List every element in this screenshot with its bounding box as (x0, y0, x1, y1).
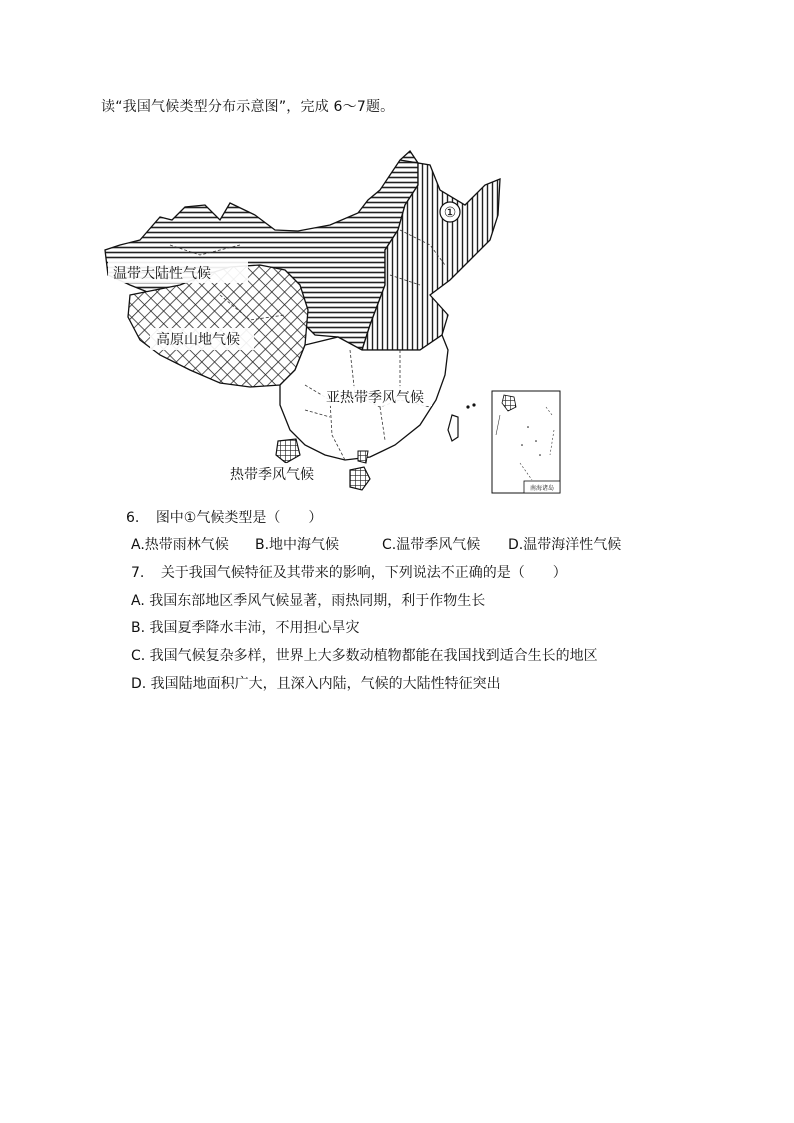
tropical-monsoon-leizhou (358, 451, 368, 463)
taiwan-island (448, 415, 458, 441)
q7-option-b[interactable]: B. 我国夏季降水丰沛，不用担心旱灾 (131, 620, 360, 636)
tropical-monsoon-hainan (350, 467, 370, 490)
question-6-stem: 图中①气候类型是（ ） (155, 510, 323, 526)
marker-1-label: ① (443, 205, 457, 221)
label-temperate-continental: 温带大陆性气候 (113, 266, 211, 282)
label-plateau-mountain: 高原山地气候 (156, 332, 240, 348)
q6-option-a[interactable]: A.热带雨林气候 (131, 537, 229, 553)
label-tropical-monsoon: 热带季风气候 (230, 467, 314, 483)
inset-label: 南海诸岛 (529, 485, 555, 492)
question-intro: 读“我国气候类型分布示意图”，完成 6～7题。 (101, 99, 395, 115)
china-climate-map (100, 145, 565, 495)
question-7-stem: 关于我国气候特征及其带来的影响，下列说法不正确的是（ ） (160, 565, 567, 581)
q7-option-d[interactable]: D. 我国陆地面积广大，且深入内陆，气候的大陆性特征突出 (131, 676, 501, 692)
q6-option-b[interactable]: B.地中海气候 (255, 537, 340, 553)
q6-option-d[interactable]: D.温带海洋性气候 (508, 537, 622, 553)
q6-option-c[interactable]: C.温带季风气候 (382, 537, 481, 553)
question-7-number: 7. (131, 565, 145, 581)
label-subtropical-monsoon: 亚热带季风气候 (326, 390, 424, 406)
question-7 (131, 562, 567, 582)
q7-option-a[interactable]: A. 我国东部地区季风气候显著，雨热同期，利于作物生长 (131, 593, 486, 609)
question-6 (126, 507, 322, 527)
tropical-monsoon-yunnan (276, 439, 300, 463)
south-china-sea-inset (492, 391, 560, 493)
question-6-number: 6. (126, 510, 140, 526)
q7-option-c[interactable]: C. 我国气候复杂多样，世界上大多数动植物都能在我国找到适合生长的地区 (131, 648, 598, 664)
